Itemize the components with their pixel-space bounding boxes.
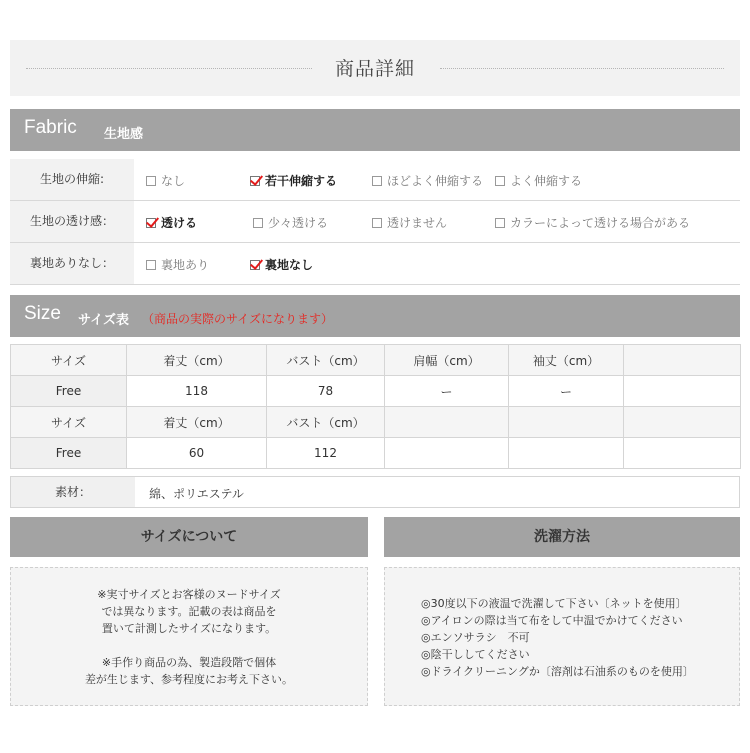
fabric-row-label: 生地の伸縮: bbox=[10, 159, 134, 200]
size-table bbox=[10, 344, 741, 469]
size-header-row bbox=[11, 407, 741, 438]
fabric-option: カラーによって透ける場合がある bbox=[495, 214, 690, 231]
about-size-line: 置いて計測したサイズになります。 bbox=[101, 622, 277, 635]
fabric-row-lining bbox=[10, 243, 740, 285]
fabric-option: ほどよく伸縮する bbox=[372, 172, 483, 189]
size-value-row bbox=[11, 438, 741, 469]
material-value: 綿、ポリエステル bbox=[149, 487, 244, 501]
fabric-option: 透けません bbox=[372, 214, 447, 231]
washing-line: ◎アイロンの際は当て布をして中温でかけてください bbox=[421, 614, 683, 627]
size-value-cell bbox=[624, 438, 741, 469]
size-header-cell: サイズ bbox=[11, 407, 127, 438]
fabric-option-selected: 透ける bbox=[146, 214, 197, 231]
size-section-header bbox=[10, 295, 740, 337]
fabric-section-header bbox=[10, 109, 740, 151]
about-size-box bbox=[10, 567, 368, 706]
size-value-cell: Free bbox=[11, 376, 127, 407]
size-header-cell: バスト（cm） bbox=[267, 407, 385, 438]
size-value-cell: ー bbox=[509, 376, 624, 407]
fabric-row-label: 裏地ありなし： bbox=[10, 243, 134, 284]
material-label: 素材： bbox=[11, 477, 135, 507]
size-header-row bbox=[11, 345, 741, 376]
size-value-cell: ー bbox=[385, 376, 509, 407]
size-value-cell: 112 bbox=[267, 438, 385, 469]
washing-line: ◎30度以下の液温で洗濯して下さい〔ネットを使用〕 bbox=[421, 597, 687, 610]
checkbox-unchecked-icon bbox=[146, 176, 156, 186]
checkbox-unchecked-icon bbox=[146, 260, 156, 270]
checkbox-checked-icon bbox=[146, 218, 156, 228]
fabric-option: 裏地あり bbox=[146, 256, 209, 273]
washing-box bbox=[384, 567, 740, 706]
size-header-cell: 着丈（cm） bbox=[127, 345, 267, 376]
checkbox-unchecked-icon bbox=[495, 218, 505, 228]
size-header-cell: 着丈（cm） bbox=[127, 407, 267, 438]
size-header-cell bbox=[509, 407, 624, 438]
checkbox-checked-icon bbox=[250, 260, 260, 270]
fabric-option: 少々透ける bbox=[253, 214, 328, 231]
checkbox-unchecked-icon bbox=[253, 218, 263, 228]
fabric-option: なし bbox=[146, 172, 185, 189]
washing-header: 洗濯方法 bbox=[384, 517, 740, 557]
washing-line: ◎ドライクリーニングか〔溶剤は石油系のものを使用〕 bbox=[421, 665, 694, 678]
material-row bbox=[10, 476, 740, 508]
size-header-cell bbox=[624, 407, 741, 438]
size-value-cell bbox=[385, 438, 509, 469]
size-header-cell: バスト（cm） bbox=[267, 345, 385, 376]
fabric-row-stretch bbox=[10, 159, 740, 201]
checkbox-checked-icon bbox=[250, 176, 260, 186]
title-band bbox=[10, 40, 740, 96]
size-value-cell: 60 bbox=[127, 438, 267, 469]
size-header-cell bbox=[385, 407, 509, 438]
washing-line: ◎陰干ししてください bbox=[421, 648, 530, 661]
size-note: （商品の実際のサイズになります） bbox=[142, 312, 334, 326]
spacer bbox=[11, 637, 367, 654]
about-size-line: ※実寸サイズとお客様のヌードサイズ bbox=[97, 588, 281, 601]
page-title: 商品詳細 bbox=[334, 58, 415, 80]
size-title-jp: サイズ表 bbox=[78, 313, 129, 328]
fabric-option-selected: 若干伸縮する bbox=[250, 172, 337, 189]
size-value-row bbox=[11, 376, 741, 407]
fabric-option-selected: 裏地なし bbox=[250, 256, 313, 273]
fabric-row-label: 生地の透け感： bbox=[10, 201, 134, 242]
checkbox-unchecked-icon bbox=[372, 218, 382, 228]
checkbox-unchecked-icon bbox=[495, 176, 505, 186]
about-size-line: ※手作り商品の為、製造段階で個体 bbox=[101, 656, 277, 669]
size-value-cell bbox=[509, 438, 624, 469]
size-value-cell bbox=[624, 376, 741, 407]
fabric-option: よく伸縮する bbox=[495, 172, 582, 189]
size-value-cell: 118 bbox=[127, 376, 267, 407]
fabric-title-jp: 生地感 bbox=[104, 127, 144, 142]
size-header-cell: 袖丈（cm） bbox=[509, 345, 624, 376]
size-header-cell: サイズ bbox=[11, 345, 127, 376]
about-size-header: サイズについて bbox=[10, 517, 368, 557]
size-value-cell: 78 bbox=[267, 376, 385, 407]
about-size-line: 差が生じます、参考程度にお考え下さい。 bbox=[84, 673, 294, 686]
washing-line: ◎エンソサラシ 不可 bbox=[421, 631, 530, 644]
size-title-en: Size bbox=[24, 303, 61, 324]
fabric-title-en: Fabric bbox=[24, 117, 77, 138]
fabric-row-sheer bbox=[10, 201, 740, 243]
size-header-cell bbox=[624, 345, 741, 376]
size-value-cell: Free bbox=[11, 438, 127, 469]
about-size-line: では異なります。記載の表は商品を bbox=[101, 605, 277, 618]
size-header-cell: 肩幅（cm） bbox=[385, 345, 509, 376]
title-divider-right bbox=[440, 68, 724, 69]
checkbox-unchecked-icon bbox=[372, 176, 382, 186]
